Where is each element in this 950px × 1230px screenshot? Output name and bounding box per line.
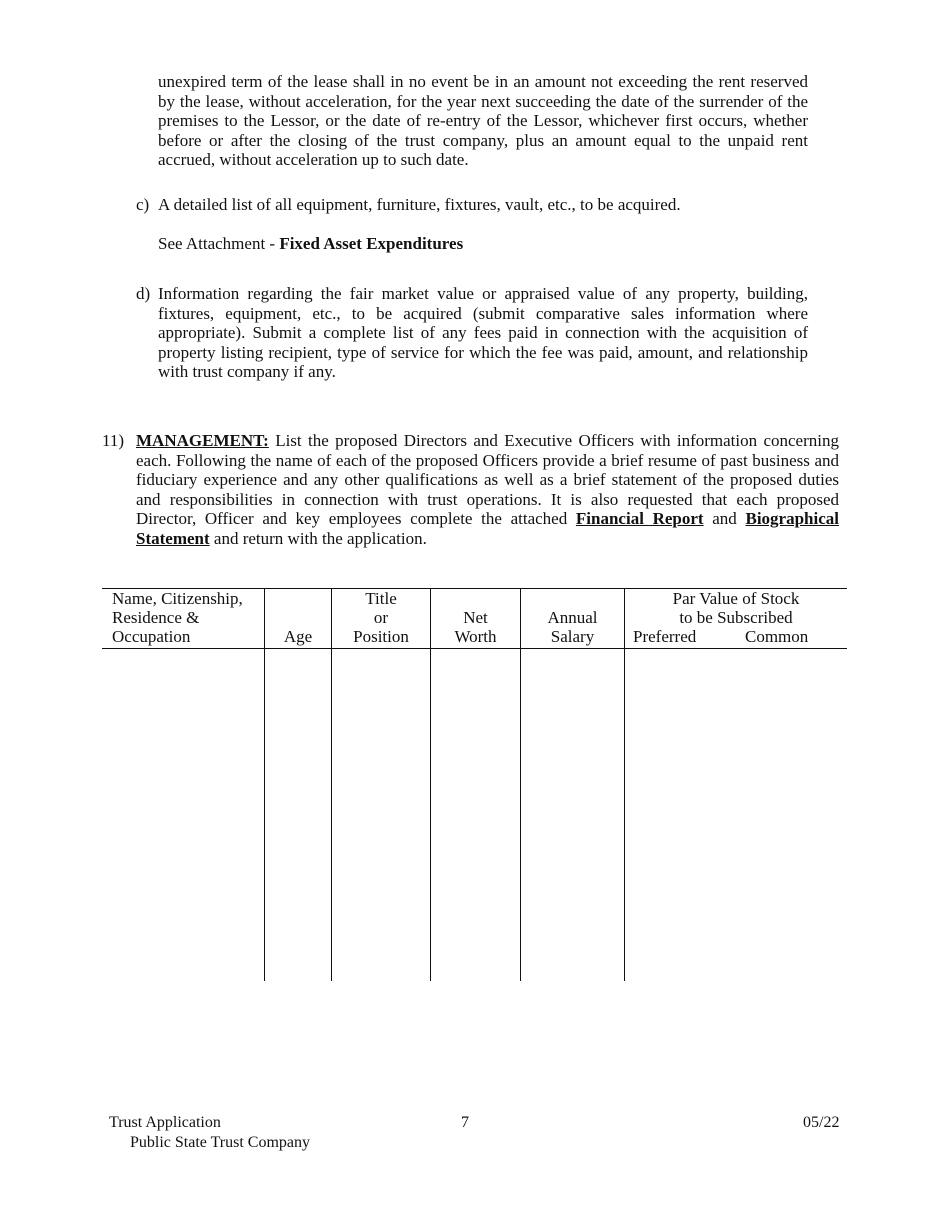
header-title-line: or [373,608,389,627]
see-attachment-prefix: See Attachment - [158,234,280,253]
column-divider [264,588,265,981]
fixed-asset-expenditures: Fixed Asset Expenditures [279,234,464,253]
item-d-text: Information regarding the fair market value or appraised value of any property, building, fixtures, equipment, etc., to be acquired (submit comparative sales information where appropriate). Submit a complete list of any fees paid in connection with the acquisition of property listing recipient, type of service for which the fee was paid, amount, and relationship with trust company if any. [158,284,808,381]
management-and: and [703,509,746,528]
header-par-value-line: to be Subscribed [679,608,793,627]
see-attachment-line [158,234,463,254]
management-heading: MANAGEMENT: [136,431,269,450]
footer-left-company: Public State Trust Company [130,1134,311,1151]
section-11-paragraph [136,431,839,548]
item-c-label: c) [136,195,150,214]
header-par-value [625,589,847,627]
section-11-number: 11) [102,431,125,450]
management-table [102,588,847,981]
header-par-value-line: Par Value of Stock [672,589,800,608]
footer-page-number: 7 [461,1114,469,1131]
header-name-line: Name, Citizenship, [112,589,243,608]
header-common: Common [745,627,809,646]
header-net-worth [431,608,520,646]
column-divider [520,588,521,981]
header-name-line: Occupation [112,627,191,646]
column-divider [624,588,625,981]
column-divider [430,588,431,981]
header-annual-salary-line: Annual [547,608,598,627]
header-net-worth-line: Worth [454,627,497,646]
header-name [112,589,262,646]
item-c-text: A detailed list of all equipment, furniture, fixtures, vault, etc., to be acquired. [158,195,681,214]
header-net-worth-line: Net [463,608,488,627]
financial-report-link[interactable]: Financial Report [575,509,704,528]
header-age: Age [283,627,313,646]
column-divider [331,588,332,981]
header-title [332,589,430,646]
header-preferred: Preferred [633,627,697,646]
header-annual-salary-line: Salary [550,627,595,646]
table-header-rule [102,648,847,649]
footer-left-title: Trust Application [109,1114,221,1131]
intro-paragraph: unexpired term of the lease shall in no event be in an amount not exceeding the rent reserved by the lease, without acceleration, for the year next succeeding the date of the surrender of the premises to the Lessor, or the date of re-entry of the Lessor, whichever first occurs, whether before or after the closing of the trust company, plus an amount equal to the unpaid rent accrued, without acceleration up to such date. [158,72,808,169]
header-title-line: Position [353,627,409,646]
header-annual-salary [521,608,624,646]
item-d-label: d) [136,284,151,303]
header-title-line: Title [365,589,397,608]
management-text-1: List the proposed Directors and Executive Officers with information concerning each. Following the name of each of the proposed Officers provide a brief resume of past business and fiduciary experience and any other qualifications as well as a brief statement of the proposed duties and responsibilities in connection with trust operations. It is also requested that each proposed Director, Officer and key employees complete the attached [136,431,839,528]
header-name-line: Residence & [112,608,200,627]
management-text-2: and return with the application. [209,528,427,548]
biographical-statement-link[interactable]: Biographical Statement [136,509,839,548]
footer-date: 05/22 [803,1114,840,1131]
